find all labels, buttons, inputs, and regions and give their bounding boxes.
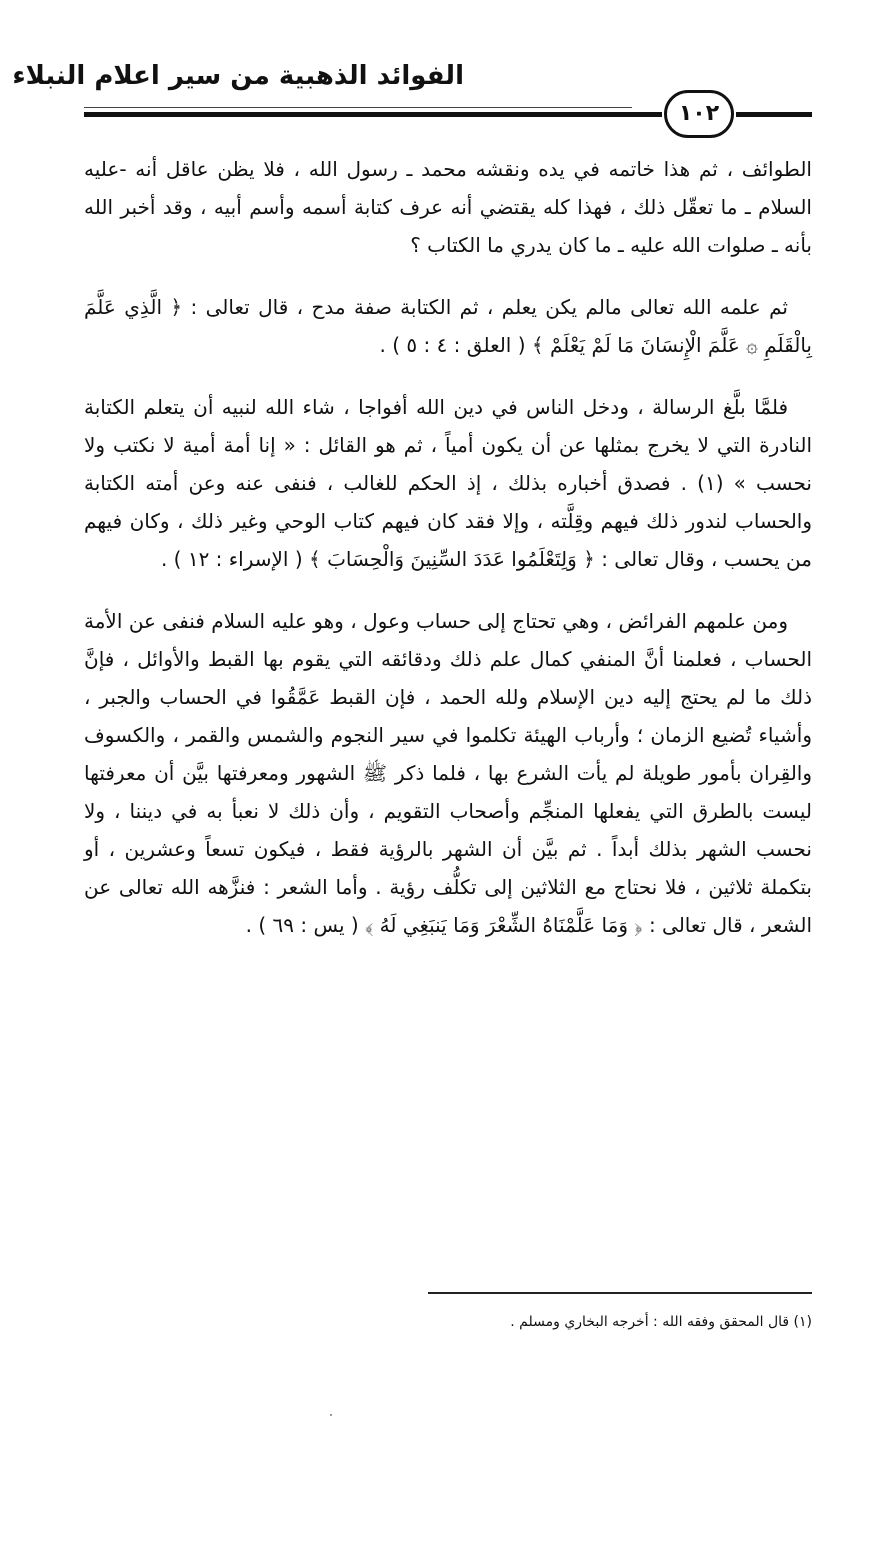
paragraph-1: الطوائف ، ثم هذا خاتمه في يده ونقشه محمد ـ رسول الله ، فلا يظن عاقل أنه -عليه السلام ـ ما تعقّل ذلك ، فهذا كله يقتضي أنه عرف كتابة أسمه وأسم أبيه ، وقد أخبر الله بأنه ـ صلوات الله عليه ـ ما كان يدري ما الكتاب ؟ [84, 157, 812, 257]
scan-speck [330, 1414, 332, 1416]
header-rule-thin [84, 107, 632, 108]
paragraph-4: ومن علمهم الفرائض ، وهي تحتاج إلى حساب وعول ، وهو عليه السلام فنفى عن الأمة الحساب ، فعلمنا أنَّ المنفي كمال علم ذلك ودقائقه التي يقوم بها القبط والأوائل ، فإنَّ ذلك ما لم يحتج إليه دين الإسلام ولله الحمد ، فإن القبط عَمَّقُوا في الحساب والجبر ، وأشياء تُضيع الزمان ؛ وأرباب الهيئة تكلموا في سير النجوم والشمس والقمر ، والكسوف والقِران بأمور طويلة لم يأت الشرع بها ، فلما ذكر ﷺ الشهور ومعرفتها بيَّن أن معرفتها ليست بالطرق التي يفعلها المنجِّم وأصحاب التقويم ، وأن ذلك لا نعبأ به في ديننا ، ولا نحسب الشهر بذلك أبداً . ثم بيَّن أن الشهر بالرؤية فقط ، فيكون تسعاً وعشرين ، أو بتكملة ثلاثين ، فلا نحتاج مع الثلاثين إلى تكلُّف رؤية . وأما الشعر : فنزَّهه الله تعالى عن الشعر ، قال تعالى : ﴿ وَمَا عَلَّمْنَاهُ الشِّعْرَ وَمَا يَنبَغِي لَهُ ﴾ ( يس : ٦٩ ) . [84, 609, 812, 937]
paragraph-2: ثم علمه الله تعالى مالم يكن يعلم ، ثم الكتابة صفة مدح ، قال تعالى : ﴿ الَّذِي عَلَّمَ بِالْقَلَمِ ۞ عَلَّمَ الْإِنسَانَ مَا لَمْ يَعْلَمْ ﴾ ( العلق : ٤ : ٥ ) . [84, 295, 812, 357]
body-text [84, 150, 812, 968]
running-title: الفوائد الذهبية من سير اعلام النبلاء [12, 61, 464, 91]
footnote-1: (١) قال المحقق وفقه الله : أخرجه البخاري ومسلم . [510, 1314, 812, 1330]
header-rule-short [736, 112, 812, 117]
paragraph-3: فلمَّا بلَّغ الرسالة ، ودخل الناس في دين الله أفواجا ، شاء الله لنبيه أن يتعلم الكتابة النادرة التي لا يخرج بمثلها عن أن يكون أمياً ، ثم هو القائل : « إنا أمة أمية لا نكتب ولا نحسب » (١) . فصدق أخباره بذلك ، إذ الحكم للغالب ، فنفى عنه وعن أمته الكتابة والحساب لندور ذلك فيهم وقِلَّته ، وإلا فقد كان فيهم كتاب الوحي وغير ذلك ، وكان فيهم من يحسب ، وقال تعالى : ﴿ وَلِتَعْلَمُوا عَدَدَ السِّنِينَ وَالْحِسَابَ ﴾ ( الإسراء : ١٢ ) . [84, 395, 812, 571]
footnote-divider [428, 1292, 812, 1294]
page-number: ١٠٢ [664, 90, 734, 138]
header-rule [84, 112, 662, 117]
